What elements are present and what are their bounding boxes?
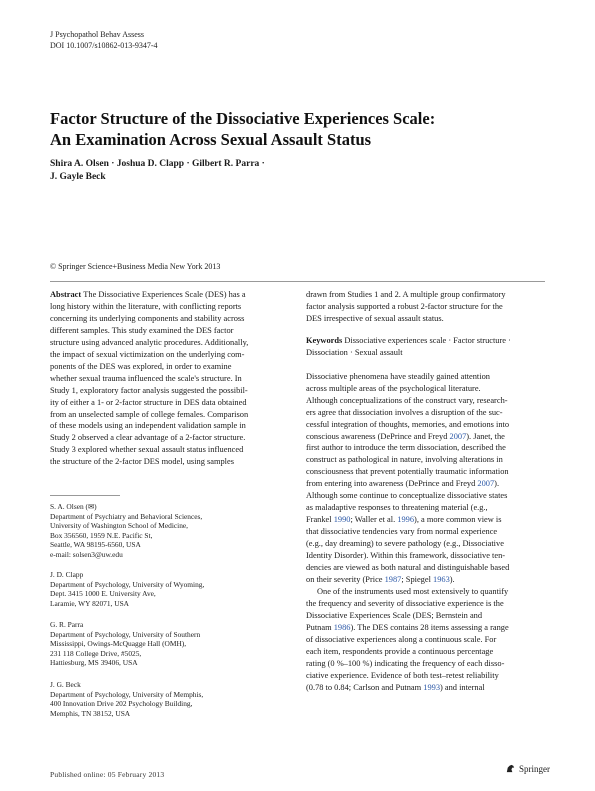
springer-horse-icon <box>505 763 516 774</box>
abstract-line: DES irrespective of sexual assault status. <box>306 313 444 323</box>
affiliation-line: Department of Psychology, University of Wyoming, <box>50 579 205 589</box>
abstract-line: Study 3 explored whether sexual assault status influenced <box>50 445 244 455</box>
abstract-label: Abstract <box>50 290 82 299</box>
doi[interactable]: DOI 10.1007/s10862-013-9347-4 <box>50 41 158 50</box>
body-paragraph <box>306 371 545 586</box>
citation-link[interactable]: 1987 <box>384 574 402 584</box>
affiliation-line: S. A. Olsen (✉) <box>50 502 97 511</box>
affiliation-line: 231 118 College Drive, #5025, <box>50 648 142 658</box>
abstract-line: the structure of the 2-factor DES model, using samples <box>50 457 234 467</box>
publisher-name: Springer <box>519 763 550 774</box>
affiliation-line: G. R. Parra <box>50 620 84 629</box>
citation-link[interactable]: 2007 <box>477 479 495 489</box>
body-line: on their severity (Price 1987; Spiegel 1963). <box>306 574 455 584</box>
affiliation-line: J. D. Clapp <box>50 570 84 579</box>
body-line: Putnam 1986). The DES contains 28 items assessing a range <box>306 622 509 632</box>
body-line: One of the instruments used most extensively to quantify <box>317 586 509 596</box>
abstract-line: concerning its underlying components and stability across <box>50 313 245 323</box>
body-line: ciative experience. Evidence of both test–retest reliability <box>306 670 499 680</box>
authors-line: J. Gayle Beck <box>50 172 106 182</box>
abstract-line: drawn from Studies 1 and 2. A multiple group confirmatory <box>306 290 506 299</box>
divider <box>50 281 545 282</box>
body-line: cessful integration of thoughts, memories, and emotions into <box>306 419 510 429</box>
body-paragraph-2 <box>306 586 545 694</box>
title-line: Factor Structure of the Dissociative Experiences Scale: <box>50 109 436 128</box>
affiliation-line: Department of Psychiatry and Behavioral Sciences, <box>50 511 203 521</box>
body-line: Although some continue to conceptualize dissociative states <box>306 491 508 501</box>
abstract-line: from an unselected sample of college females. Comparison <box>50 409 249 419</box>
body-line: across multiple areas of the psychological literature. <box>306 383 481 393</box>
affiliation-line: Hattiesburg, MS 39406, USA <box>50 658 138 668</box>
body-line: rating (0 %–100 %) indicating the frequency of each disso- <box>306 658 505 668</box>
body-line: Dissociative phenomena have steadily gained attention <box>306 371 490 381</box>
body-line: from entering into awareness (DePrince and Freyd 2007). <box>306 479 500 489</box>
affiliation-line: Memphis, TN 38152, USA <box>50 708 131 718</box>
journal-name: J Psychopathol Behav Assess <box>50 30 144 39</box>
affiliation-line: Dept. 3415 1000 E. University Ave, <box>50 589 156 599</box>
body-line: the frequency and severity of dissociative experience is the <box>306 598 504 608</box>
right-column <box>306 289 545 694</box>
body-line: first author to introduce the term dissociation, described the <box>306 443 506 453</box>
body-line: each item, respondents provide a continuous percentage <box>306 646 494 656</box>
affiliation-divider <box>50 495 120 496</box>
body-line: (e.g., day dreaming) to severe pathology (e.g., Dissociative <box>306 539 504 549</box>
affiliation-line: Mississippi, Owings-McQuagge Hall (OMH), <box>50 639 187 649</box>
affiliation-clapp <box>50 570 290 608</box>
body-line: (0.78 to 0.84; Carlson and Putnam 1993) and internal <box>306 682 485 692</box>
citation-link[interactable]: 1996 <box>397 515 415 525</box>
authors-line: Shira A. Olsen · Joshua D. Clapp · Gilbert R. Parra · <box>50 159 265 169</box>
abstract-line: Study 2 observed a clear advantage of a 2-factor structure. <box>50 433 246 443</box>
body-line: Identity Disorder). Within this framework, dissociative ten- <box>306 551 506 561</box>
affiliation-line: J. G. Beck <box>50 680 81 689</box>
abstract <box>50 289 289 468</box>
citation-link[interactable]: 2007 <box>449 431 467 441</box>
affiliation-line: Box 356560, 1959 N.E. Pacific St, <box>50 530 153 540</box>
keywords-label: Keywords <box>306 335 343 345</box>
affiliation-line: Laramie, WY 82071, USA <box>50 598 130 608</box>
paper-title <box>50 108 520 150</box>
citation-link[interactable]: 1963 <box>433 574 450 584</box>
body-line: Although conceptualizations of the construct vary, research- <box>306 395 508 405</box>
body-line: Dissociative Experiences Scale (DES; Bernstein and <box>306 610 483 620</box>
abstract-line: of these models using an independent validation sample in <box>50 421 246 431</box>
abstract-line: Abstract The Dissociative Experiences Scale (DES) has a <box>50 290 246 299</box>
keywords-line: Dissociation · Sexual assault <box>306 347 403 357</box>
copyright: © Springer Science+Business Media New York 2013 <box>50 262 221 271</box>
published-date: Published online: 05 February 2013 <box>50 770 165 779</box>
body-line: ers agree that dissociation involves a disruption of the suc- <box>306 407 503 417</box>
body-line: conscious awareness (DePrince and Freyd 2007). Janet, the <box>306 431 505 441</box>
citation-link[interactable]: 1986 <box>333 622 351 632</box>
abstract-line: ity of either a 1- or 2-factor structure in DES data obtained <box>50 397 247 407</box>
affiliation-line: Department of Psychology, University of Southern <box>50 629 201 639</box>
abstract-line: different samples. This study examined the DES factor <box>50 325 234 335</box>
affiliation-beck <box>50 680 290 718</box>
affiliation-line: 400 Innovation Drive 202 Psychology Building, <box>50 699 193 709</box>
abstract-line: whether sexual trauma influenced the scale's structure. In <box>50 373 242 383</box>
abstract-line: the impact of sexual victimization on the underlying com- <box>50 349 245 359</box>
affiliation-line: University of Washington School of Medicine, <box>50 521 189 531</box>
body-line: that dissociative tendencies vary from normal experience <box>306 527 498 537</box>
body-line: construct as pathological in nature, involving alterations in <box>306 455 503 465</box>
abstract-line: structure using advanced analytic procedures. Additionally, <box>50 337 249 347</box>
springer-logo <box>505 763 550 774</box>
body-line: consciousness that prevent potentially traumatic information <box>306 467 509 477</box>
affiliation-line: Department of Psychology, University of Memphis, <box>50 689 204 699</box>
citation-link[interactable]: 1990 <box>333 515 351 525</box>
body-line: of dissociative experiences along a continuous scale. For <box>306 634 497 644</box>
abstract-line: ponents of the DES was explored, in order to examine <box>50 361 232 371</box>
body-line: as maladaptive responses to threatening material (e.g., <box>306 503 488 513</box>
abstract-line: factor analysis supported a robust 2-factor structure for the <box>306 301 503 311</box>
title-line: An Examination Across Sexual Assault Status <box>50 130 372 149</box>
affiliation-parra <box>50 620 290 668</box>
keywords: Keywords Dissociative experiences scale · Factor structure · <box>306 335 511 345</box>
body-line: dencies are viewed as both natural and distinguishable based <box>306 563 510 573</box>
authors <box>50 158 320 184</box>
abstract-line: Study 1, exploratory factor analysis suggested the possibil- <box>50 385 248 395</box>
abstract-line: long history within the literature, with conflicting reports <box>50 301 242 311</box>
body-line: Frankel 1990; Waller et al. 1996), a more common view is <box>306 515 502 525</box>
affiliation-line: Seattle, WA 98195-6560, USA <box>50 540 141 550</box>
citation-link[interactable]: 1993 <box>423 682 440 692</box>
email-link[interactable]: e-mail: solsen3@uw.edu <box>50 549 123 559</box>
affiliation-olsen <box>50 502 290 560</box>
